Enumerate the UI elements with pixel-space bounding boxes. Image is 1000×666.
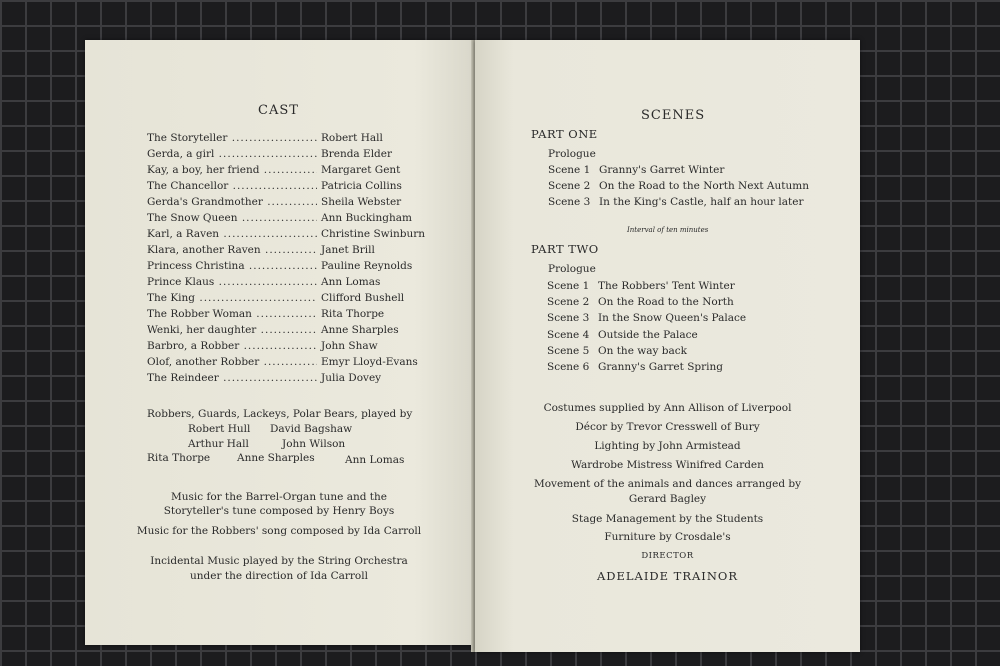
scene-name: Outside the Palace bbox=[598, 329, 698, 341]
cast-actor: John Shaw bbox=[321, 340, 378, 352]
cast-row bbox=[147, 372, 447, 388]
cast-actor: Clifford Bushell bbox=[321, 292, 405, 304]
cast-actor: Ann Buckingham bbox=[321, 212, 412, 224]
cast-role: Barbro, a Robber ..... bbox=[147, 340, 317, 352]
cast-actor: Ann Lomas bbox=[321, 276, 381, 288]
credit-decor: Décor by Trevor Cresswell of Bury bbox=[575, 421, 760, 433]
cast-actor: Pauline Reynolds bbox=[321, 260, 413, 272]
cast-role: Klara, another Raven ..... bbox=[147, 244, 317, 256]
scene-name: Granny's Garret Spring bbox=[598, 361, 723, 373]
scene-name: The Robbers' Tent Winter bbox=[598, 280, 735, 292]
cast-role: The Storyteller ..... bbox=[147, 132, 317, 144]
ensemble-member: Ann Lomas bbox=[345, 454, 405, 466]
part-two-heading: PART TWO bbox=[531, 242, 599, 256]
cast-actor: Sheila Webster bbox=[321, 196, 402, 208]
cast-row bbox=[147, 132, 447, 148]
interval-note: Interval of ten minutes bbox=[627, 226, 709, 234]
incidental-music-line: Incidental Music played by the String Orchestra bbox=[150, 555, 408, 567]
scene-number: Scene 1 bbox=[547, 280, 590, 292]
ensemble-member: Arthur Hall bbox=[188, 438, 249, 450]
left-page bbox=[85, 40, 473, 645]
credit-movement-line: Movement of the animals and dances arranged by bbox=[533, 478, 802, 490]
cast-role: Karl, a Raven ..... bbox=[147, 228, 317, 240]
cast-row bbox=[147, 244, 447, 260]
cast-role: The Chancellor ..... bbox=[147, 180, 317, 192]
cast-row bbox=[147, 324, 447, 340]
scene-number: Scene 2 bbox=[547, 296, 590, 308]
cast-row bbox=[147, 340, 447, 356]
ensemble-member: Robert Hull bbox=[188, 423, 251, 435]
cast-row bbox=[147, 180, 447, 196]
cast-row bbox=[147, 228, 447, 244]
scene-number: Scene 4 bbox=[547, 329, 590, 341]
cast-role: The Snow Queen ..... bbox=[147, 212, 317, 224]
cast-row bbox=[147, 196, 447, 212]
scene-name: On the way back bbox=[598, 345, 687, 357]
right-page bbox=[475, 40, 860, 652]
cast-actor: Christine Swinburn bbox=[321, 228, 426, 240]
scene-name: In the Snow Queen's Palace bbox=[598, 312, 747, 324]
cast-actor: Anne Sharples bbox=[321, 324, 399, 336]
music-credit-line: Storyteller's tune composed by Henry Boys bbox=[163, 505, 395, 517]
scene-name: On the Road to the North Next Autumn bbox=[599, 180, 809, 192]
scene-number: Scene 2 bbox=[548, 180, 591, 192]
ensemble-heading: Robbers, Guards, Lackeys, Polar Bears, played by bbox=[147, 408, 413, 420]
scenes-title: SCENES bbox=[641, 108, 706, 123]
cast-actor: Julia Dovey bbox=[321, 372, 382, 384]
scene-name: On the Road to the North bbox=[598, 296, 734, 308]
credit-lighting: Lighting by John Armistead bbox=[594, 440, 741, 452]
cast-row bbox=[147, 308, 447, 324]
scene-number: Scene 1 bbox=[548, 164, 591, 176]
scene-name: In the King's Castle, half an hour later bbox=[599, 196, 804, 208]
prologue-label: Prologue bbox=[548, 263, 596, 275]
director-name: ADELAIDE TRAINOR bbox=[596, 569, 738, 583]
cast-role: The Robber Woman ..... bbox=[147, 308, 317, 320]
cast-actor: Janet Brill bbox=[321, 244, 375, 256]
cast-row bbox=[147, 212, 447, 228]
cast-row bbox=[147, 164, 447, 180]
cast-title: CAST bbox=[258, 103, 299, 118]
cast-row bbox=[147, 356, 447, 372]
scene-name: Granny's Garret Winter bbox=[599, 164, 725, 176]
cast-role: Prince Klaus ..... bbox=[147, 276, 317, 288]
cast-actor: Patricia Collins bbox=[321, 180, 402, 192]
ensemble-member: John Wilson bbox=[282, 438, 346, 450]
cast-row bbox=[147, 148, 447, 164]
scene-number: Scene 3 bbox=[548, 196, 591, 208]
cast-row bbox=[147, 276, 447, 292]
cast-row bbox=[147, 260, 447, 276]
cast-actor: Robert Hall bbox=[321, 132, 383, 144]
cast-role: The Reindeer ..... bbox=[147, 372, 317, 384]
director-label: DIRECTOR bbox=[641, 551, 694, 561]
scene-number: Scene 6 bbox=[547, 361, 590, 373]
scene-number: Scene 5 bbox=[547, 345, 590, 357]
cast-role: Gerda, a girl ..... bbox=[147, 148, 317, 160]
prologue-label: Prologue bbox=[548, 148, 596, 160]
incidental-music-line: under the direction of Ida Carroll bbox=[190, 570, 368, 582]
cast-role: Kay, a boy, her friend ..... bbox=[147, 164, 317, 176]
ensemble-member: Anne Sharples bbox=[237, 452, 315, 464]
credit-movement-line: Gerard Bagley bbox=[628, 493, 707, 505]
cast-role: Wenki, her daughter ..... bbox=[147, 324, 317, 336]
cast-role: Olof, another Robber ..... bbox=[147, 356, 317, 368]
ensemble-member: David Bagshaw bbox=[270, 423, 353, 435]
credit-wardrobe: Wardrobe Mistress Winifred Carden bbox=[571, 459, 764, 471]
cast-role: Gerda's Grandmother ..... bbox=[147, 196, 317, 208]
music-credit-robbers: Music for the Robbers' song composed by Ida Carroll bbox=[136, 525, 422, 537]
cast-actor: Emyr Lloyd-Evans bbox=[321, 356, 418, 368]
credit-costumes: Costumes supplied by Ann Allison of Liverpool bbox=[543, 402, 792, 414]
scene-number: Scene 3 bbox=[547, 312, 590, 324]
part-one-heading: PART ONE bbox=[531, 127, 598, 141]
cast-actor: Brenda Elder bbox=[321, 148, 393, 160]
cast-actor: Rita Thorpe bbox=[321, 308, 385, 320]
music-credit-line: Music for the Barrel-Organ tune and the bbox=[171, 491, 387, 503]
credit-furniture: Furniture by Crosdale's bbox=[604, 531, 731, 543]
cast-actor: Margaret Gent bbox=[321, 164, 401, 176]
cast-row bbox=[147, 292, 447, 308]
cast-role: Princess Christina ..... bbox=[147, 260, 317, 272]
credit-stage: Stage Management by the Students bbox=[571, 513, 764, 525]
cast-role: The King ..... bbox=[147, 292, 317, 304]
ensemble-member: Rita Thorpe bbox=[147, 452, 211, 464]
